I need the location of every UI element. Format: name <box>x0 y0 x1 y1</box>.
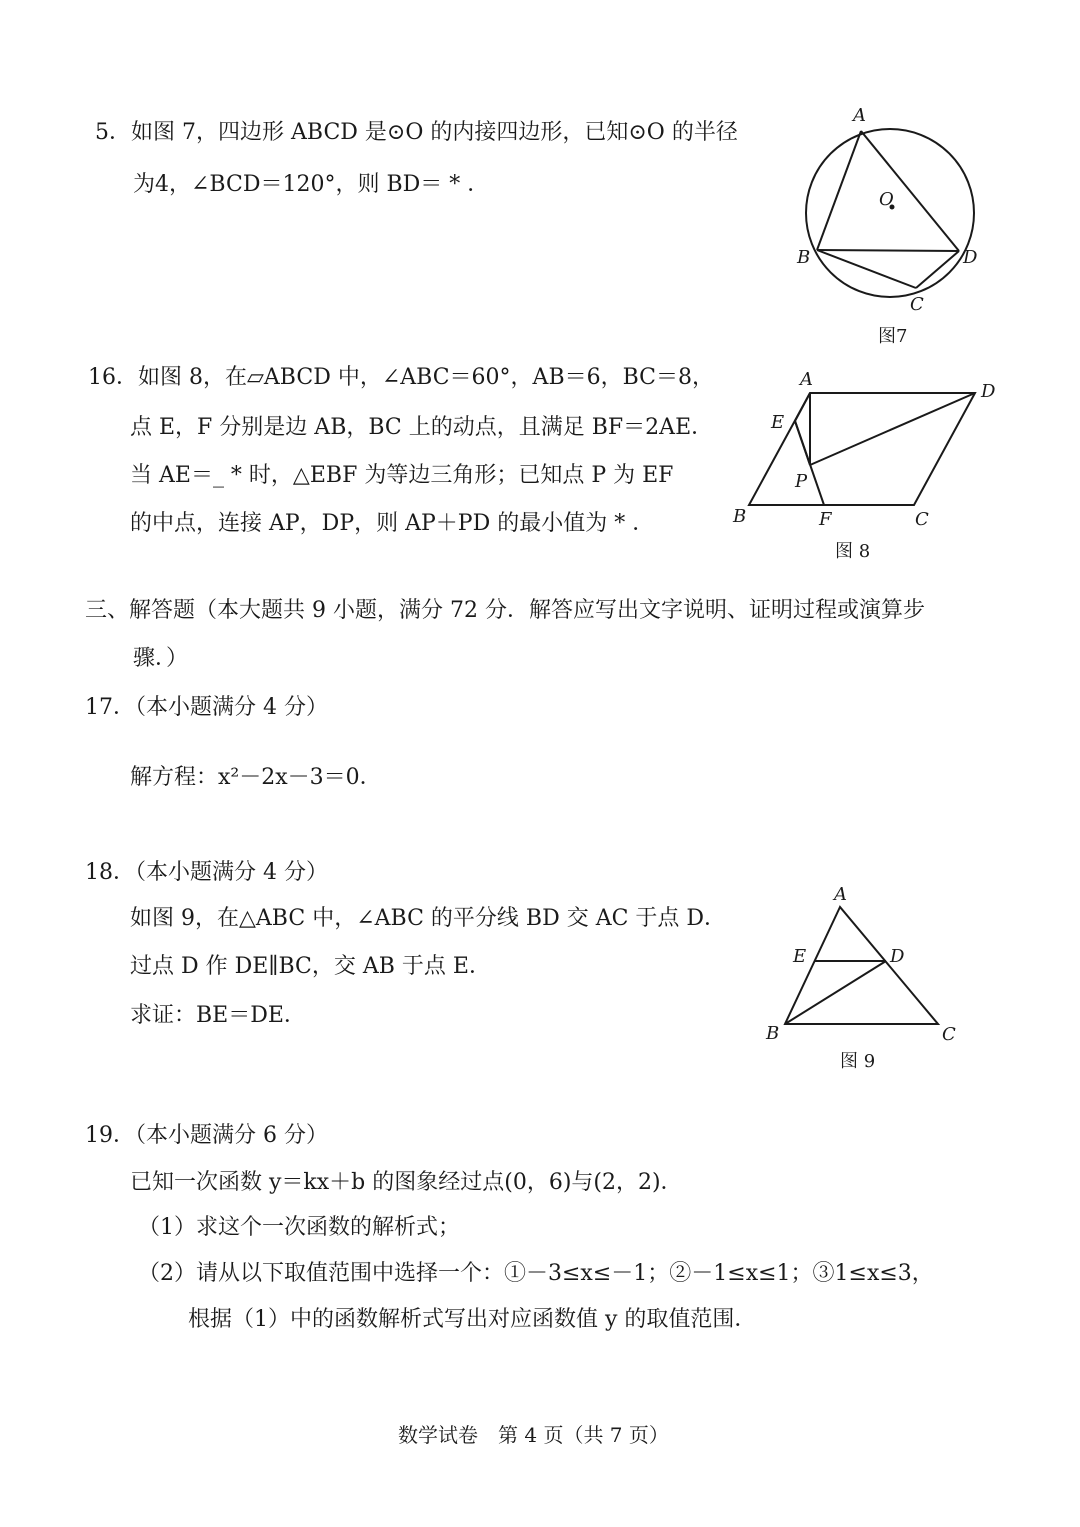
label-c: C <box>910 294 924 315</box>
label-b: B <box>733 506 747 527</box>
q19-header: 19．（本小题满分 6 分） <box>85 1123 328 1148</box>
label-c: C <box>942 1024 956 1045</box>
label-o: O <box>879 189 894 210</box>
chord-ab <box>817 131 861 250</box>
figure-7-circle-quadrilateral <box>795 105 995 320</box>
q16-line2: 点 E，F 分别是边 AB，BC 上的动点，且满足 BF＝2AE． <box>130 415 714 440</box>
q18-header: 18．（本小题满分 4 分） <box>85 860 328 885</box>
label-a: A <box>853 105 866 126</box>
segment-pd <box>810 393 975 465</box>
label-a: A <box>800 369 813 390</box>
q18-line1: 如图 9，在△ABC 中，∠ABC 的平分线 BD 交 AC 于点 D． <box>130 906 727 931</box>
label-d: D <box>890 946 905 967</box>
label-a: A <box>834 884 847 905</box>
segment-eb-helper <box>795 421 810 465</box>
label-e: E <box>793 946 807 967</box>
q18-line2: 过点 D 作 DE∥BC，交 AB 于点 E． <box>130 954 491 979</box>
segment-ae <box>795 393 810 421</box>
label-d: D <box>963 247 978 268</box>
label-d: D <box>981 381 996 402</box>
q18-line3: 求证：BE＝DE． <box>130 1003 306 1028</box>
q15-line1: 5．如图 7，四边形 ABCD 是⊙O 的内接四边形，已知⊙O 的半径 <box>95 120 738 145</box>
chord-bd <box>817 250 959 251</box>
page-footer: 数学试卷 第 4 页（共 7 页） <box>398 1423 669 1447</box>
label-p: P <box>795 471 808 492</box>
q19-line1: 已知一次函数 y＝kx＋b 的图象经过点(0，6)与(2，2)． <box>130 1170 683 1195</box>
label-b: B <box>766 1023 780 1044</box>
label-c: C <box>915 509 929 530</box>
q16-line3: 当 AE＝_ * 时，△EBF 为等边三角形；已知点 P 为 EF <box>130 463 674 488</box>
q19-part2: （2）请从以下取值范围中选择一个：①－3≤x≤－1；②－1≤x≤1；③1≤x≤3， <box>138 1261 934 1286</box>
section3-line1: 三、解答题（本大题共 9 小题，满分 72 分．解答应写出文字说明、证明过程或演算步 <box>85 598 925 623</box>
figure-7-caption: 图7 <box>878 326 908 347</box>
label-f: F <box>819 509 832 530</box>
figure-8-parallelogram <box>725 365 1005 530</box>
triangle-abc <box>785 907 938 1024</box>
parallelogram-abcd <box>749 393 975 505</box>
q17-body: 解方程：x²－2x－3＝0． <box>130 765 382 790</box>
figure-9-triangle <box>760 880 970 1050</box>
label-b: B <box>797 247 811 268</box>
q15-line2: 为4，∠BCD＝120°，则 BD＝ * ． <box>133 172 490 197</box>
q16-line4: 的中点，连接 AP，DP，则 AP＋PD 的最小值为 * ． <box>130 511 655 536</box>
figure-8-caption: 图 8 <box>835 541 871 562</box>
section3-line2: 骤．） <box>133 646 189 671</box>
q17-header: 17．（本小题满分 4 分） <box>85 695 328 720</box>
chord-bc <box>817 250 916 288</box>
figure-9-caption: 图 9 <box>840 1051 876 1072</box>
label-e: E <box>771 412 785 433</box>
q16-line1: 16．如图 8，在▱ABCD 中，∠ABC＝60°，AB＝6，BC＝8， <box>88 365 715 390</box>
q19-part2b: 根据（1）中的函数解析式写出对应函数值 y 的取值范围． <box>188 1307 757 1332</box>
q19-part1: （1）求这个一次函数的解析式； <box>138 1215 460 1240</box>
